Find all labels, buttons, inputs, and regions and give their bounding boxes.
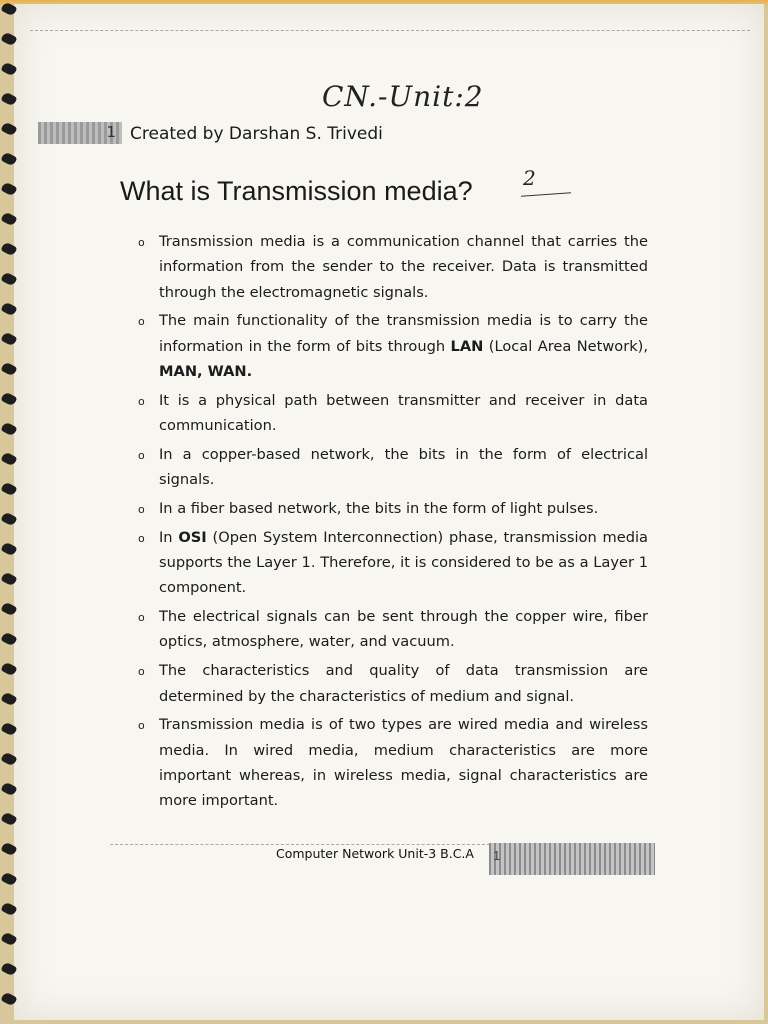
bullet-list (136, 229, 648, 817)
spiral-hole (0, 691, 17, 706)
spiral-hole (0, 871, 17, 886)
page-number-tab (38, 122, 122, 144)
spiral-hole (0, 961, 17, 976)
spiral-hole (0, 241, 17, 256)
spiral-hole (0, 511, 17, 526)
spiral-hole (0, 301, 17, 316)
spiral-hole (0, 661, 17, 676)
spiral-hole (0, 841, 17, 856)
spiral-hole (0, 91, 17, 106)
footer-page-number: 1 (493, 848, 501, 863)
footer-divider (110, 844, 490, 845)
spiral-hole (0, 271, 17, 286)
list-item: o Transmission media is a communication channel that carries the information from the sender to the receiver. Data is transmitted through the electromagnetic signals. (136, 229, 648, 305)
footer-text: Computer Network Unit-3 B.C.A (276, 846, 474, 861)
handwritten-unit-note: CN.-Unit:2 (322, 80, 484, 113)
spiral-hole (0, 451, 17, 466)
spiral-hole (0, 31, 17, 46)
spiral-hole (0, 601, 17, 616)
spiral-hole (0, 361, 17, 376)
spiral-hole (0, 181, 17, 196)
spiral-hole (0, 571, 17, 586)
spiral-hole (0, 151, 17, 166)
list-item: o In a fiber based network, the bits in the form of light pulses. (136, 496, 648, 521)
spiral-hole (0, 391, 17, 406)
list-item: o In a copper-based network, the bits in the form of electrical signals. (136, 442, 648, 493)
handwritten-tick-note: 2 (523, 166, 536, 190)
list-item: o The main functionality of the transmission media is to carry the information in the form of bits through LAN (Local Area Network), MAN, WAN. (136, 308, 648, 384)
list-item: o The characteristics and quality of data transmission are determined by the characteristics of medium and signal. (136, 658, 648, 709)
list-item: o Transmission media is of two types are wired media and wireless media. In wired media, medium characteristics are more important whereas, in wireless media, signal characteristics are more important. (136, 712, 648, 813)
footer-page-box (489, 843, 655, 875)
list-item: o It is a physical path between transmitter and receiver in data communication. (136, 388, 648, 439)
spiral-hole (0, 541, 17, 556)
spiral-hole (0, 211, 17, 226)
spiral-hole (0, 811, 17, 826)
spiral-hole (0, 751, 17, 766)
spiral-hole (0, 631, 17, 646)
list-item: o The electrical signals can be sent through the copper wire, fiber optics, atmosphere, water, and vacuum. (136, 604, 648, 655)
spiral-hole (0, 61, 17, 76)
page-title: What is Transmission media? (120, 176, 473, 206)
spiral-hole (0, 991, 17, 1006)
spiral-hole (0, 721, 17, 736)
spiral-hole (0, 781, 17, 796)
header-divider (30, 30, 750, 31)
spiral-hole (0, 331, 17, 346)
spiral-hole (0, 121, 17, 136)
spiral-hole (0, 421, 17, 436)
spiral-hole (0, 481, 17, 496)
list-item: o In OSI (Open System Interconnection) phase, transmission media supports the Layer 1. Therefore, it is considered to be as a Layer 1 component. (136, 525, 648, 601)
spiral-hole (0, 931, 17, 946)
spiral-hole (0, 901, 17, 916)
spiral-hole (0, 1, 17, 16)
author-line: Created by Darshan S. Trivedi (130, 124, 383, 144)
spiral-binding (0, 0, 22, 1024)
page-number: 1 (106, 123, 116, 141)
